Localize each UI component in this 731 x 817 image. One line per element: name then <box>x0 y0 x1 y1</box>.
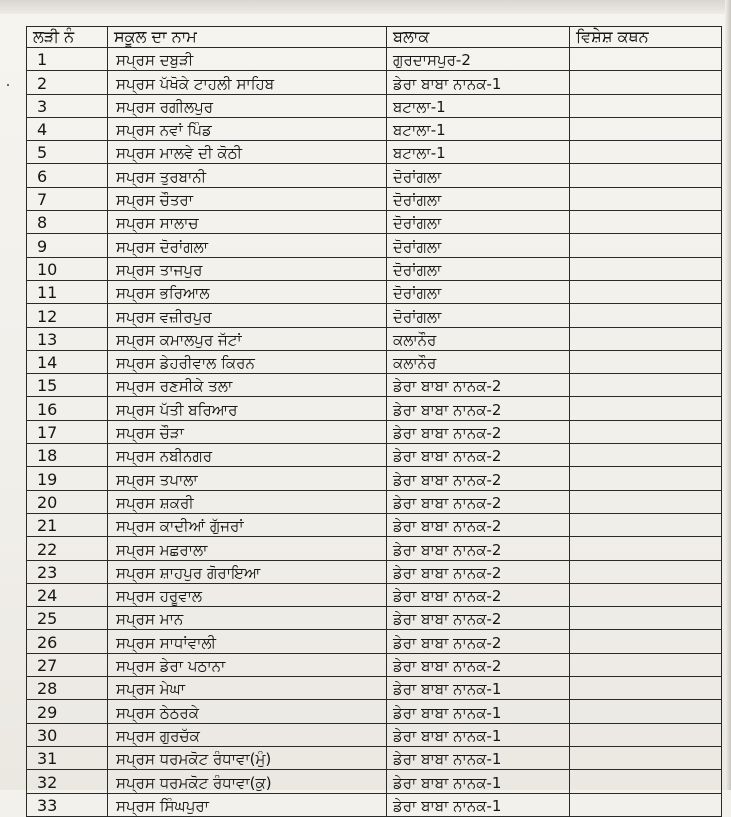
remarks-cell <box>570 397 722 420</box>
serial-cell: 33 <box>27 793 108 816</box>
serial-cell: 28 <box>27 677 108 700</box>
school-name-cell: ਸਪ੍ਰਸ ਦਬੁੜੀ <box>108 48 387 71</box>
table-row <box>27 141 722 164</box>
school-name-cell: ਸਪ੍ਰਸ ਤੁਰਬਾਨੀ <box>108 164 387 187</box>
block-cell: ਦੋਰਾਂਗਲਾ <box>387 257 570 280</box>
remarks-cell <box>570 746 722 769</box>
serial-cell: 16 <box>27 397 108 420</box>
block-cell: ਦੋਰਾਂਗਲਾ <box>387 234 570 257</box>
remarks-cell <box>570 350 722 373</box>
table-row <box>27 234 722 257</box>
table-row <box>27 653 722 676</box>
school-name-cell: ਸਪ੍ਰਸ ਚੌੜਾ <box>108 420 387 443</box>
remarks-cell <box>570 71 722 94</box>
serial-cell: 27 <box>27 653 108 676</box>
block-cell: ਦੋਰਾਂਗਲਾ <box>387 304 570 327</box>
serial-cell: 1 <box>27 48 108 71</box>
block-cell: ਡੇਰਾ ਬਾਬਾ ਨਾਨਕ-2 <box>387 397 570 420</box>
block-cell: ਦੋਰਾਂਗਲਾ <box>387 211 570 234</box>
serial-cell: 3 <box>27 94 108 117</box>
table-row <box>27 560 722 583</box>
table-row <box>27 700 722 723</box>
remarks-cell <box>570 653 722 676</box>
school-name-cell: ਸਪ੍ਰਸ ਠੇਠਰਕੇ <box>108 700 387 723</box>
header-serial: ਲੜੀ ਨੰ <box>27 27 108 48</box>
block-cell: ਦੋਰਾਂਗਲਾ <box>387 164 570 187</box>
serial-cell: 30 <box>27 723 108 746</box>
block-cell: ਬਟਾਲਾ-1 <box>387 94 570 117</box>
serial-cell: 18 <box>27 444 108 467</box>
table-row <box>27 607 722 630</box>
table-row <box>27 793 722 816</box>
serial-cell: 11 <box>27 280 108 303</box>
table-row <box>27 257 722 280</box>
header-block: ਬਲਾਕ <box>387 27 570 48</box>
block-cell: ਡੇਰਾ ਬਾਬਾ ਨਾਨਕ-2 <box>387 513 570 536</box>
serial-cell: 7 <box>27 187 108 210</box>
serial-cell: 5 <box>27 141 108 164</box>
remarks-cell <box>570 467 722 490</box>
block-cell: ਡੇਰਾ ਬਾਬਾ ਨਾਨਕ-2 <box>387 560 570 583</box>
header-remarks: ਵਿਸ਼ੇਸ਼ ਕਥਨ <box>570 27 722 48</box>
table-row <box>27 117 722 140</box>
block-cell: ਡੇਰਾ ਬਾਬਾ ਨਾਨਕ-2 <box>387 420 570 443</box>
remarks-cell <box>570 444 722 467</box>
serial-cell: 4 <box>27 117 108 140</box>
school-name-cell: ਸਪ੍ਰਸ ਧਰਮਕੋਟ ਰੰਧਾਵਾ(ਮੁੰ) <box>108 746 387 769</box>
block-cell: ਗੁਰਦਾਸਪੁਰ-2 <box>387 48 570 71</box>
school-name-cell: ਸਪ੍ਰਸ ਵਜ਼ੀਰਪੁਰ <box>108 304 387 327</box>
remarks-cell <box>570 537 722 560</box>
school-name-cell: ਸਪ੍ਰਸ ਸ਼ਾਹਪੁਰ ਗੋਰਾਇਆ <box>108 560 387 583</box>
serial-cell: 25 <box>27 607 108 630</box>
remarks-cell <box>570 94 722 117</box>
remarks-cell <box>570 560 722 583</box>
block-cell: ਡੇਰਾ ਬਾਬਾ ਨਾਨਕ-2 <box>387 583 570 606</box>
remarks-cell <box>570 257 722 280</box>
block-cell: ਬਟਾਲਾ-1 <box>387 141 570 164</box>
school-name-cell: ਸਪ੍ਰਸ ਡੇਹਰੀਵਾਲ ਕਿਰਨ <box>108 350 387 373</box>
school-name-cell: ਸਪ੍ਰਸ ਮਛਰਾਲਾ <box>108 537 387 560</box>
table-row <box>27 583 722 606</box>
serial-cell: 14 <box>27 350 108 373</box>
block-cell: ਬਟਾਲਾ-1 <box>387 117 570 140</box>
serial-cell: 6 <box>27 164 108 187</box>
table-row <box>27 327 722 350</box>
school-name-cell: ਸਪ੍ਰਸ ਧਰਮਕੋਟ ਰੰਧਾਵਾ(ਕੁ) <box>108 770 387 793</box>
table-row <box>27 444 722 467</box>
serial-cell: 17 <box>27 420 108 443</box>
school-name-cell: ਸਪ੍ਰਸ ਸਿੰਘਪੁਰਾ <box>108 793 387 816</box>
serial-cell: 26 <box>27 630 108 653</box>
table-row <box>27 164 722 187</box>
remarks-cell <box>570 164 722 187</box>
table-row <box>27 420 722 443</box>
block-cell: ਡੇਰਾ ਬਾਬਾ ਨਾਨਕ-1 <box>387 677 570 700</box>
serial-cell: 29 <box>27 700 108 723</box>
block-cell: ਡੇਰਾ ਬਾਬਾ ਨਾਨਕ-2 <box>387 467 570 490</box>
remarks-cell <box>570 234 722 257</box>
serial-cell: 31 <box>27 746 108 769</box>
serial-cell: 13 <box>27 327 108 350</box>
serial-cell: 21 <box>27 513 108 536</box>
table-row <box>27 630 722 653</box>
block-cell: ਡੇਰਾ ਬਾਬਾ ਨਾਨਕ-2 <box>387 630 570 653</box>
school-name-cell: ਸਪ੍ਰਸ ਸ਼ਕਰੀ <box>108 490 387 513</box>
remarks-cell <box>570 280 722 303</box>
remarks-cell <box>570 793 722 816</box>
remarks-cell <box>570 770 722 793</box>
serial-cell: 24 <box>27 583 108 606</box>
remarks-cell <box>570 187 722 210</box>
remarks-cell <box>570 141 722 164</box>
remarks-cell <box>570 211 722 234</box>
block-cell: ਦੋਰਾਂਗਲਾ <box>387 187 570 210</box>
table-row <box>27 746 722 769</box>
remarks-cell <box>570 513 722 536</box>
school-name-cell: ਸਪ੍ਰਸ ਮੇਘਾ <box>108 677 387 700</box>
block-cell: ਦੋਰਾਂਗਲਾ <box>387 280 570 303</box>
table-row <box>27 211 722 234</box>
block-cell: ਡੇਰਾ ਬਾਬਾ ਨਾਨਕ-2 <box>387 374 570 397</box>
remarks-cell <box>570 117 722 140</box>
remarks-cell <box>570 723 722 746</box>
serial-cell: 23 <box>27 560 108 583</box>
school-name-cell: ਸਪ੍ਰਸ ਕਮਾਲਪੁਰ ਜੱਟਾਂ <box>108 327 387 350</box>
table-body <box>27 48 722 817</box>
table-row <box>27 677 722 700</box>
table-row <box>27 94 722 117</box>
block-cell: ਡੇਰਾ ਬਾਬਾ ਨਾਨਕ-2 <box>387 444 570 467</box>
block-cell: ਡੇਰਾ ਬਾਬਾ ਨਾਨਕ-1 <box>387 700 570 723</box>
school-name-cell: ਸਪ੍ਰਸ ਚੌਤਰਾ <box>108 187 387 210</box>
table-row <box>27 48 722 71</box>
block-cell: ਡੇਰਾ ਬਾਬਾ ਨਾਨਕ-1 <box>387 723 570 746</box>
page-right-edge <box>725 0 731 790</box>
table-row <box>27 304 722 327</box>
school-name-cell: ਸਪ੍ਰਸ ਸਾਧਾਂਵਾਲੀ <box>108 630 387 653</box>
school-name-cell: ਸਪ੍ਰਸ ਦੋਰਾਂਗਲਾ <box>108 234 387 257</box>
school-name-cell: ਸਪ੍ਰਸ ਭਰਿਆਲ <box>108 280 387 303</box>
remarks-cell <box>570 583 722 606</box>
remarks-cell <box>570 700 722 723</box>
school-name-cell: ਸਪ੍ਰਸ ਮਾਲਵੇ ਦੀ ਕੋਠੀ <box>108 141 387 164</box>
remarks-cell <box>570 374 722 397</box>
block-cell: ਡੇਰਾ ਬਾਬਾ ਨਾਨਕ-2 <box>387 490 570 513</box>
remarks-cell <box>570 327 722 350</box>
serial-cell: 9 <box>27 234 108 257</box>
serial-cell: 10 <box>27 257 108 280</box>
school-name-cell: ਸਪ੍ਰਸ ਕਾਦੀਆਂ ਗੁੱਜਰਾਂ <box>108 513 387 536</box>
table-row <box>27 280 722 303</box>
school-name-cell: ਸਪ੍ਰਸ ਮਾਨ <box>108 607 387 630</box>
school-name-cell: ਸਪ੍ਰਸ ਤਾਜਪੁਰ <box>108 257 387 280</box>
school-name-cell: ਸਪ੍ਰਸ ਨਵਾਂ ਪਿੰਡ <box>108 117 387 140</box>
remarks-cell <box>570 677 722 700</box>
remarks-cell <box>570 420 722 443</box>
school-list-table <box>26 26 722 817</box>
block-cell: ਡੇਰਾ ਬਾਬਾ ਨਾਨਕ-1 <box>387 770 570 793</box>
serial-cell: 19 <box>27 467 108 490</box>
school-name-cell: ਸਪ੍ਰਸ ਨਬੀਨਗਰ <box>108 444 387 467</box>
table-row <box>27 187 722 210</box>
table-row <box>27 513 722 536</box>
block-cell: ਡੇਰਾ ਬਾਬਾ ਨਾਨਕ-2 <box>387 537 570 560</box>
serial-cell: 8 <box>27 211 108 234</box>
block-cell: ਕਲਾਨੌਰ <box>387 327 570 350</box>
block-cell: ਡੇਰਾ ਬਾਬਾ ਨਾਨਕ-1 <box>387 71 570 94</box>
school-name-cell: ਸਪ੍ਰਸ ਡੇਰਾ ਪਠਾਨਾ <box>108 653 387 676</box>
school-name-cell: ਸਪ੍ਰਸ ਤਪਾਲਾ <box>108 467 387 490</box>
table-row <box>27 770 722 793</box>
table-row <box>27 723 722 746</box>
school-name-cell: ਸਪ੍ਰਸ ਰਗੀਲਪੁਰ <box>108 94 387 117</box>
table-row <box>27 374 722 397</box>
table-row <box>27 397 722 420</box>
school-name-cell: ਸਪ੍ਰਸ ਸਾਲਾਚ <box>108 211 387 234</box>
ink-speck <box>7 84 9 86</box>
remarks-cell <box>570 48 722 71</box>
serial-cell: 12 <box>27 304 108 327</box>
page-top-edge <box>0 0 731 14</box>
remarks-cell <box>570 630 722 653</box>
serial-cell: 22 <box>27 537 108 560</box>
table-row <box>27 467 722 490</box>
serial-cell: 20 <box>27 490 108 513</box>
school-name-cell: ਸਪ੍ਰਸ ਗੁਰਚੱਕ <box>108 723 387 746</box>
school-name-cell: ਸਪ੍ਰਸ ਪੱਖੋਕੇ ਟਾਹਲੀ ਸਾਹਿਬ <box>108 71 387 94</box>
block-cell: ਡੇਰਾ ਬਾਬਾ ਨਾਨਕ-2 <box>387 653 570 676</box>
serial-cell: 2 <box>27 71 108 94</box>
table-row <box>27 71 722 94</box>
block-cell: ਡੇਰਾ ਬਾਬਾ ਨਾਨਕ-1 <box>387 746 570 769</box>
header-row <box>27 27 722 48</box>
table-row <box>27 537 722 560</box>
school-name-cell: ਸਪ੍ਰਸ ਰਣਸੀਕੇ ਤਲਾ <box>108 374 387 397</box>
block-cell: ਡੇਰਾ ਬਾਬਾ ਨਾਨਕ-2 <box>387 607 570 630</box>
header-school-name: ਸਕੂਲ ਦਾ ਨਾਮ <box>108 27 387 48</box>
remarks-cell <box>570 490 722 513</box>
table-row <box>27 350 722 373</box>
table-row <box>27 490 722 513</box>
serial-cell: 15 <box>27 374 108 397</box>
remarks-cell <box>570 304 722 327</box>
remarks-cell <box>570 607 722 630</box>
block-cell: ਡੇਰਾ ਬਾਬਾ ਨਾਨਕ-1 <box>387 793 570 816</box>
school-name-cell: ਸਪ੍ਰਸ ਪੱਤੀ ਬਰਿਆਰ <box>108 397 387 420</box>
block-cell: ਕਲਾਨੌਰ <box>387 350 570 373</box>
serial-cell: 32 <box>27 770 108 793</box>
school-name-cell: ਸਪ੍ਰਸ ਹਰੂਵਾਲ <box>108 583 387 606</box>
